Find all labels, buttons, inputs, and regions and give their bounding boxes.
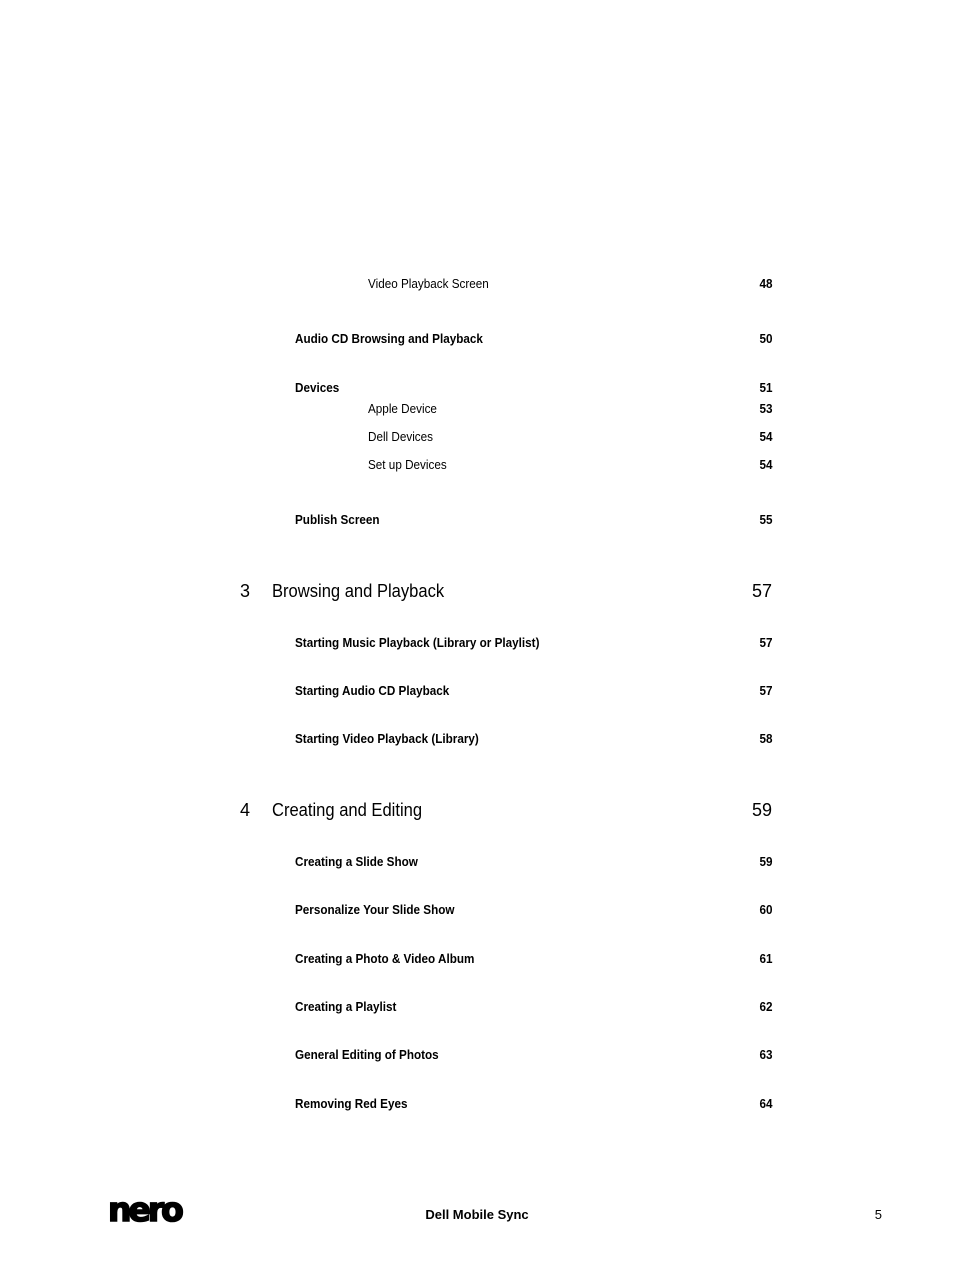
toc-entry-title: Starting Audio CD Playback (295, 683, 450, 698)
toc-entry-title: Creating a Photo & Video Album (295, 951, 475, 966)
toc-entry-creating-playlist[interactable] (0, 999, 954, 1021)
toc-entry-title: General Editing of Photos (295, 1047, 439, 1062)
toc-entry-page: 53 (758, 401, 772, 416)
toc-entry-title: Creating a Slide Show (295, 854, 418, 869)
toc-entry-creating-slide-show[interactable] (0, 854, 954, 876)
toc-entry-page: 61 (758, 951, 772, 966)
toc-entry-starting-music[interactable] (0, 635, 954, 657)
toc-entry-page: 48 (758, 276, 772, 291)
chapter-page: 57 (751, 581, 772, 601)
toc-entry-page: 50 (758, 331, 772, 346)
toc-entry-page: 54 (758, 457, 772, 472)
toc-entry-dell-devices[interactable] (0, 429, 954, 451)
toc-entry-devices[interactable] (0, 380, 954, 402)
toc-entry-title: Creating a Playlist (295, 999, 397, 1014)
toc-entry-general-editing[interactable] (0, 1047, 954, 1069)
toc-entry-starting-audio-cd[interactable] (0, 683, 954, 705)
toc-entry-title: Apple Device (368, 401, 437, 416)
toc-entry-title: Devices (295, 380, 340, 395)
toc-entry-page: 51 (758, 380, 772, 395)
toc-entry-title: Removing Red Eyes (295, 1096, 408, 1111)
chapter-title: Creating and Editing (272, 800, 423, 820)
toc-entry-set-up-devices[interactable] (0, 457, 954, 479)
toc-entry-page: 58 (758, 731, 772, 746)
toc-entry-starting-video[interactable] (0, 731, 954, 753)
toc-entry-title: Dell Devices (368, 429, 434, 444)
toc-entry-title: Starting Music Playback (Library or Playlist) (295, 635, 540, 650)
toc-entry-publish-screen[interactable] (0, 512, 954, 534)
footer-page-number: 5 (874, 1207, 882, 1222)
toc-entry-creating-album[interactable] (0, 951, 954, 973)
toc-entry-page: 57 (758, 683, 772, 698)
toc-entry-title: Audio CD Browsing and Playback (295, 331, 483, 346)
toc-entry-page: 60 (758, 902, 772, 917)
footer-document-title: Dell Mobile Sync (425, 1207, 529, 1222)
toc-entry-page: 63 (758, 1047, 772, 1062)
toc-entry-video-playback-screen[interactable] (0, 276, 954, 298)
toc-entry-personalize-slide-show[interactable] (0, 902, 954, 924)
toc-entry-page: 62 (758, 999, 772, 1014)
toc-entry-page: 59 (758, 854, 772, 869)
toc-chapter-4[interactable] (0, 800, 954, 828)
toc-entry-page: 64 (758, 1096, 772, 1111)
chapter-page: 59 (751, 800, 772, 820)
svg-text:nero: nero (108, 1194, 181, 1226)
toc-chapter-3[interactable] (0, 581, 954, 609)
toc-entry-page: 57 (758, 635, 772, 650)
toc-entry-title: Set up Devices (368, 457, 447, 472)
chapter-title: Browsing and Playback (272, 581, 445, 601)
chapter-number: 3 (240, 581, 251, 601)
toc-entry-title: Video Playback Screen (368, 276, 489, 291)
toc-entry-audio-cd-browsing[interactable] (0, 331, 954, 353)
toc-entry-apple-device[interactable] (0, 401, 954, 423)
toc-entry-page: 55 (758, 512, 772, 527)
toc-entry-title: Starting Video Playback (Library) (295, 731, 479, 746)
toc-entry-title: Personalize Your Slide Show (295, 902, 455, 917)
toc-entry-removing-red-eyes[interactable] (0, 1096, 954, 1118)
toc-entry-title: Publish Screen (295, 512, 380, 527)
toc-entry-page: 54 (758, 429, 772, 444)
chapter-number: 4 (240, 800, 251, 820)
